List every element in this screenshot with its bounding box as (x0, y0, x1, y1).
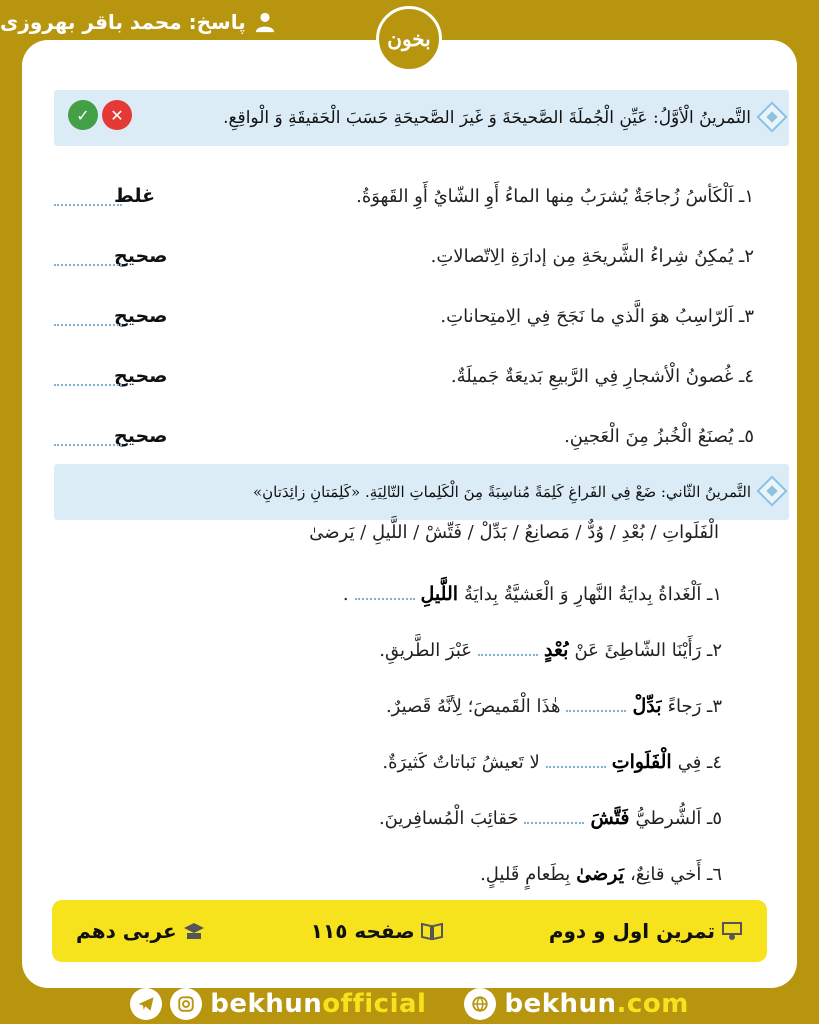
exercise1-answer: صحیح (114, 305, 168, 327)
exercise2-after: بِطَعامٍ قَليلٍ. (480, 863, 571, 885)
exercise2-before: ٣ـ رَجاءً (667, 695, 722, 717)
exercise2-item (142, 854, 722, 894)
exercise2-before: ٢ـ رَأَيْنَا الشّاطِئَ عَنْ (574, 639, 722, 661)
user-icon (254, 11, 276, 33)
globe-icon (464, 988, 496, 1020)
exercise2-item (142, 574, 722, 614)
exercise2-item (142, 630, 722, 670)
exercise-label: تمرین اول و دوم (548, 919, 715, 943)
instagram-suffix: official (322, 989, 427, 1019)
teacher-icon (721, 921, 743, 941)
answer-dotted-line (54, 264, 122, 266)
exercise1-sentence: ٤ـ غُصونُ الْأشجارِ فِي الرَّبيعِ بَديعَةٌ جَميلَةٌ. (450, 365, 754, 387)
diamond-icon (756, 101, 787, 132)
site-prefix: bekhun (504, 989, 617, 1019)
blank-dotted-line (478, 644, 538, 656)
exercise2-item (142, 742, 722, 782)
exercise2-item (142, 686, 722, 726)
telegram-icon (130, 988, 162, 1020)
social-bar (0, 984, 819, 1024)
worksheet-card (22, 40, 797, 988)
check-icon: ✓ (68, 100, 98, 130)
instagram-icon (170, 988, 202, 1020)
footer-exercise (549, 919, 743, 943)
bekhun-logo (376, 6, 442, 72)
exercise1-sentence: ٥ـ يُصنَعُ الْخُبزُ مِنَ الْعَجينِ. (564, 425, 754, 447)
exercise1-sentence: ١ـ اَلْكَأسُ زُجاجَةٌ يُشرَبُ مِنها الماءُ أَوِ الشّايُ أَوِ القَهوَةُ. (356, 185, 754, 207)
exercise1-answer: صحیح (114, 365, 168, 387)
footer-info (52, 900, 767, 962)
exercise2-answer: اللَّيلِ (420, 583, 459, 605)
book-label: عربی دهم (76, 919, 177, 943)
website-link[interactable] (464, 988, 688, 1020)
diamond-icon (756, 475, 787, 506)
cross-icon: ✕ (102, 100, 132, 130)
exercise1-answer: صحیح (114, 425, 168, 447)
footer-page (311, 919, 443, 943)
exercise2-answer: فَتَّشَ (590, 807, 630, 829)
exercise1-item (54, 176, 754, 216)
exercise2-before: ١ـ اَلْغَداةُ بِدايَةُ النَّهارِ وَ الْعَشيَّةُ بِدايَةُ (464, 583, 722, 605)
exercise1-title: التَّمرينُ الْأوَّلُ: عَيِّنِ الْجُملَةَ الصَّحيحَةَ وَ غَيرَ الصَّحيحَةِ حَسَبَ الْحَقيقَةِ وَ الْواقِعِ. (223, 108, 751, 128)
blank-dotted-line (566, 700, 626, 712)
exercise1-header (54, 90, 789, 146)
exercise2-before: ٦ـ أَخي قانِعٌ، (629, 863, 722, 885)
exercise1-item (54, 356, 754, 396)
exercise2-after: لا تَعيشُ نَباتاتٌ كَثيرَةٌ. (382, 751, 540, 773)
exercise1-item (54, 296, 754, 336)
exercise1-item (54, 416, 754, 456)
exercise2-answer: يَرضىٰ (576, 863, 624, 885)
logo-text: بخون (387, 27, 431, 51)
answerer-name: پاسخ: محمد باقر بهروزی (0, 10, 246, 34)
exercise2-before: ٤ـ فِي (677, 751, 722, 773)
exercise2-after: . (342, 583, 349, 605)
page-label: صفحه ١١٥ (310, 919, 415, 943)
exercise2-after: عَبْرَ الطَّريقِ. (379, 639, 473, 661)
exercise2-answer: بُعْدٍ (544, 639, 569, 661)
exercise2-answer: بَدِّلْ (632, 695, 662, 717)
exercise2-before: ٥ـ اَلشُّرطيُّ (635, 807, 722, 829)
exercise2-after: حَقائِبَ الْمُسافِرينَ. (378, 807, 519, 829)
true-false-icons (68, 100, 132, 130)
exercise2-header (54, 464, 789, 520)
exercise2-after: هٰذَا الْقَميصَ؛ لِأنَّهُ قَصيرٌ. (385, 695, 561, 717)
blank-dotted-line (524, 812, 584, 824)
answer-dotted-line (54, 204, 122, 206)
answer-dotted-line (54, 384, 122, 386)
exercise1-item (54, 236, 754, 276)
exercise1-sentence: ٢ـ يُمكِنُ شِراءُ الشَّريحَةِ مِن إدارَةِ الِاتّصالاتِ. (430, 245, 754, 267)
answer-dotted-line (54, 324, 122, 326)
instagram-handle[interactable] (130, 988, 426, 1020)
answer-dotted-line (54, 444, 122, 446)
site-suffix: .com (616, 989, 689, 1019)
exercise1-answer: غلط (114, 185, 156, 207)
exercise2-title: التَّمرينُ الثّاني: ضَعْ فِي الفَراغِ كَلِمَةً مُناسِبَةً مِنَ الْكَلِماتِ التّالِيَةِ. «كَلِمَتانِ زائِدَتانِ» (252, 483, 751, 501)
exercise2-answer: الْفَلَواتِ (611, 751, 672, 773)
instagram-prefix: bekhun (210, 989, 323, 1019)
blank-dotted-line (355, 588, 415, 600)
exercise1-sentence: ٣ـ اَلرّاسِبُ هوَ الَّذي ما نَجَحَ فِي الِامتِحاناتِ. (440, 305, 754, 327)
exercise1-answer: صحیح (114, 245, 168, 267)
blank-dotted-line (546, 756, 606, 768)
exercise2-item (142, 798, 722, 838)
graduation-cap-icon (183, 921, 205, 941)
footer-book (76, 919, 205, 943)
book-icon (421, 921, 443, 941)
word-bank: الْفَلَواتِ / بُعْدِ / وُدٌّ / مَصانِعُ / بَدِّلْ / فَتِّشْ / اللَّيلِ / يَرضىٰ (309, 522, 719, 543)
